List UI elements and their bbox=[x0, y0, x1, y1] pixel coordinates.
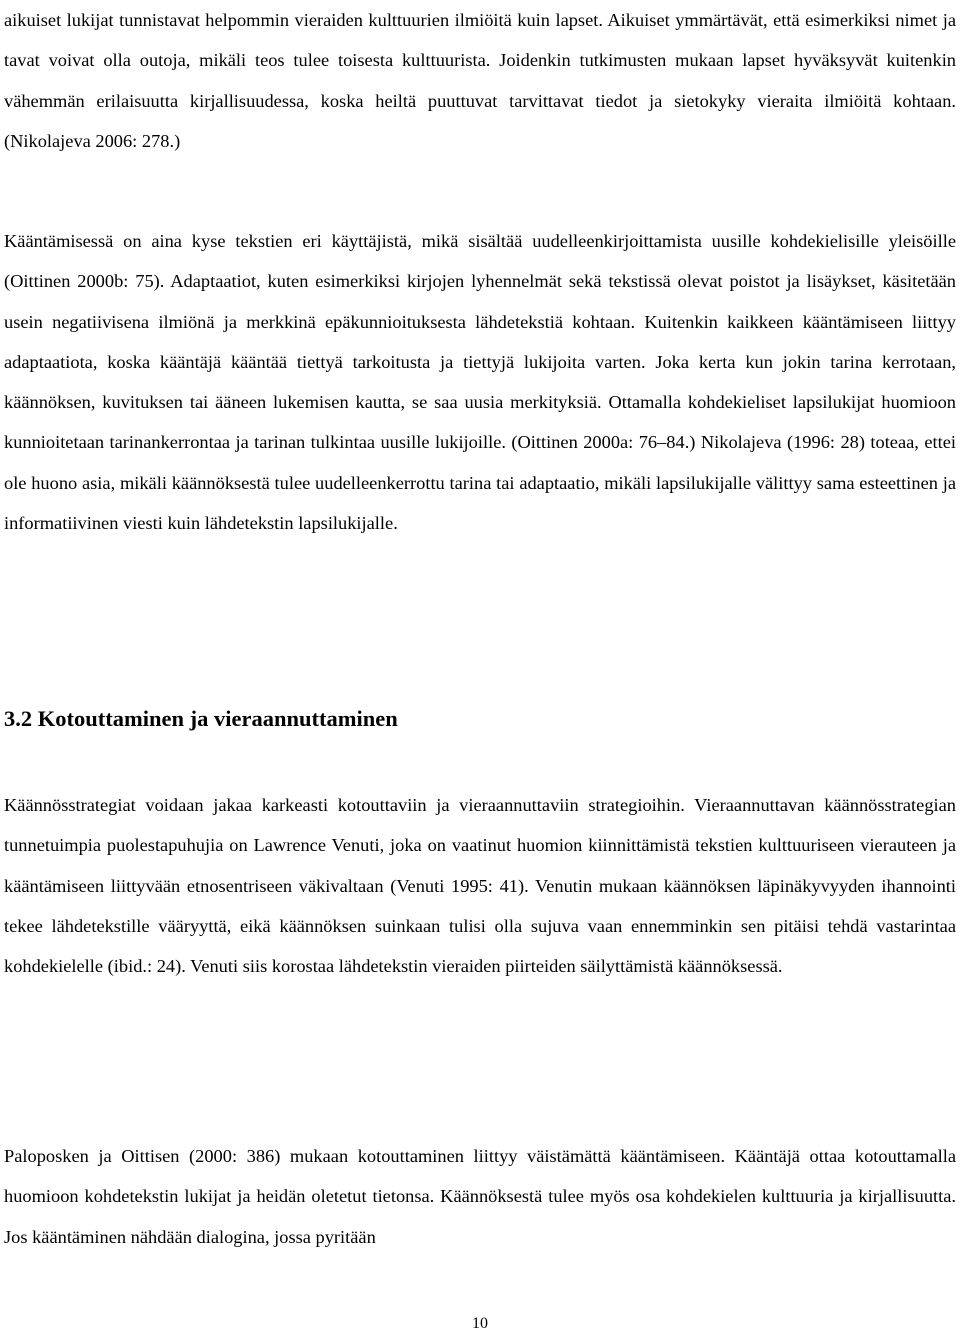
section-heading: 3.2 Kotouttaminen ja vieraannuttaminen bbox=[4, 706, 398, 731]
page-number: 10 bbox=[472, 1315, 488, 1332]
paragraph-domestication: Paloposken ja Oittisen (2000: 386) mukaan kotouttaminen liittyy väistämättä kääntämiseen. Kääntäjä ottaa kotouttamalla huomioon kohdetekstin lukijat ja heidän oletetut tietonsa. Käännöksestä tulee myös osa kohdekielen kulttuuria ja kirjallisuutta. Jos kääntäminen nähdään dialogina, jossa pyritään bbox=[4, 1146, 956, 1247]
paragraph-adaptation: Kääntämisessä on aina kyse tekstien eri käyttäjistä, mikä sisältää uudelleenkirjoittamista uusille kohdekielisille yleisöille (Oittinen 2000b: 75). Adaptaatiot, kuten esimerkiksi kirjojen lyhennelmät sekä tekstissä olevat poistot ja lisäykset, käsitetään usein negatiivisena ilmiönä ja merkkinä epäkunnioituksesta lähdetekstiä kohtaan. Kuitenkin kaikkeen kääntämiseen liittyy adaptaatiota, koska kääntäjä kääntää tiettyä tarkoitusta ja tiettyjä lukijoita varten. Joka kerta kun jokin tarina kerrotaan, käännöksen, kuvituksen tai ääneen lukemisen kautta, se saa uusia merkityksiä. Ottamalla kohdekieliset lapsilukijat huomioon kunnioitetaan tarinankerrontaa ja tarinan tulkintaa uusille lukijoille. (Oittinen 2000a: 76–84.) Nikolajeva (1996: 28) toteaa, ettei ole huono asia, mikäli käännöksestä tulee uudelleenkerrottu tarina tai adaptaatio, mikäli lapsilukijalle välittyy sama esteettinen ja informatiivinen viesti kuin lähdetekstin lapsilukijalle. bbox=[4, 231, 956, 534]
paragraph-cultural-phenomena: aikuiset lukijat tunnistavat helpommin vieraiden kulttuurien ilmiöitä kuin lapset. Aikuiset ymmärtävät, että esimerkiksi nimet ja tavat voivat olla outoja, mikäli teos tulee toisesta kulttuurista. Joidenkin tutkimusten mukaan lapset hyväksyvät kuitenkin vähemmän erilaisuutta kirjallisuudessa, koska heiltä puuttuvat tarvittavat tiedot ja sietokyky vieraita ilmiöitä kohtaan. (Nikolajeva 2006: 278.) bbox=[4, 10, 956, 151]
paragraph-translation-strategies: Käännösstrategiat voidaan jakaa karkeasti kotouttaviin ja vieraannuttaviin strategioihin. Vieraannuttavan käännösstrategian tunnetuimpia puolestapuhujia on Lawrence Venuti, joka on vaatinut huomion kiinnittämistä tekstien kulttuuriseen vierauteen ja kääntämiseen liittyvään etnosentriseen väkivaltaan (Venuti 1995: 41). Venutin mukaan käännöksen läpinäkyvyyden ihannointi tekee lähdetekstille vääryyttä, eikä käännöksen suinkaan tulisi olla sujuva vaan ennemminkin sen pitäisi tehdä vastarintaa kohdekielelle (ibid.: 24). Venuti siis korostaa lähdetekstin vieraiden piirteiden säilyttämistä käännöksessä. bbox=[4, 795, 956, 977]
